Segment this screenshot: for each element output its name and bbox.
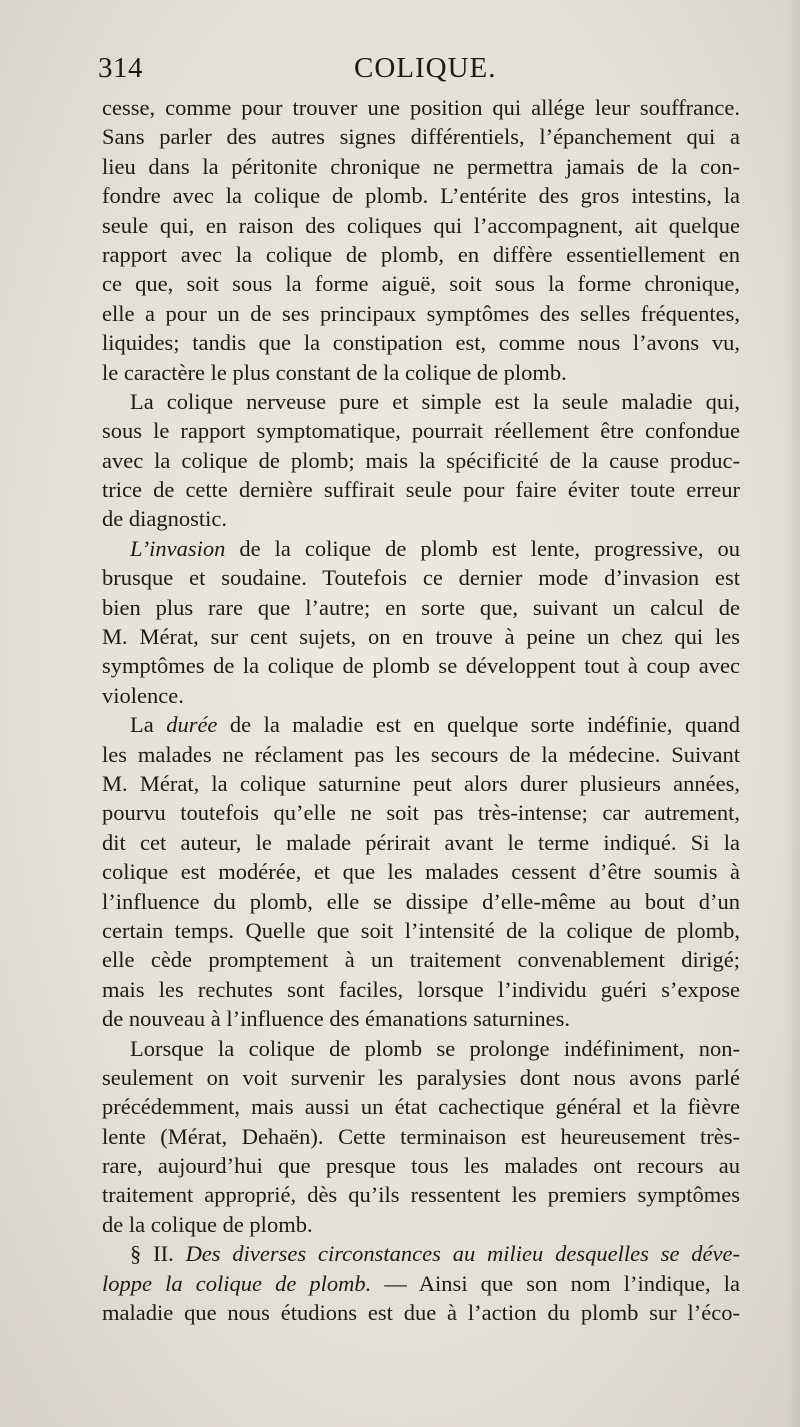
line-text: trice de cette dernière suffirait seule pour faire éviter toute erreur (102, 477, 740, 503)
paragraph (102, 93, 740, 387)
text-line (102, 93, 740, 122)
page-header (98, 52, 738, 96)
text-line (102, 563, 740, 592)
text-line (102, 887, 740, 916)
text-line (102, 181, 740, 210)
text-line (102, 387, 740, 416)
line-text: violence. (102, 682, 184, 708)
line-text: seulement on voit survenir les paralysies dont nous avons parlé (102, 1064, 740, 1090)
line-text: le caractère le plus constant de la colique de plomb. (102, 359, 567, 385)
text-line (102, 328, 740, 357)
text-line (102, 593, 740, 622)
text-line (102, 269, 740, 298)
line-text: maladie que nous étudions est due à l’action du plomb sur l’éco- (102, 1300, 740, 1326)
page-number: 314 (98, 52, 143, 84)
paragraph (102, 1239, 740, 1327)
line-text: pourvu toutefois qu’elle ne soit pas très-intense; car autrement, (102, 800, 740, 826)
text-line (102, 710, 740, 739)
body-text (102, 93, 740, 1327)
text-line (102, 299, 740, 328)
line-text: — Ainsi que son nom l’indique, la (371, 1270, 741, 1296)
line-text: lieu dans la péritonite chronique ne permettra jamais de la con- (102, 153, 740, 179)
line-text: M. Mérat, la colique saturnine peut alors durer plusieurs années, (102, 770, 740, 796)
text-line (102, 122, 740, 151)
line-text: de la colique de plomb. (102, 1211, 313, 1237)
line-text: fondre avec la colique de plomb. L’entérite des gros intestins, la (102, 183, 740, 209)
text-line (102, 152, 740, 181)
line-text: précédemment, mais aussi un état cachectique général et la fièvre (102, 1094, 740, 1120)
paragraph (102, 534, 740, 710)
line-text: sous le rapport symptomatique, pourrait réellement être confondue (102, 418, 740, 444)
text-line (102, 622, 740, 651)
italic-text: durée (166, 712, 218, 738)
line-text: brusque et soudaine. Toutefois ce dernier mode d’invasion est (102, 565, 740, 591)
line-text: de diagnostic. (102, 506, 227, 532)
text-line (102, 240, 740, 269)
line-text: elle a pour un de ses principaux symptômes des selles fréquentes, (102, 300, 740, 326)
text-line (102, 1151, 740, 1180)
line-text: seule qui, en raison des coliques qui l’accompagnent, ait quelque (102, 212, 740, 238)
text-line (102, 1239, 740, 1268)
text-line (102, 416, 740, 445)
text-line (102, 1034, 740, 1063)
text-line (102, 857, 740, 886)
line-text: l’influence du plomb, elle se dissipe d’elle-même au bout d’un (102, 888, 740, 914)
paragraph (102, 387, 740, 534)
line-text: traitement approprié, dès qu’ils ressentent les premiers symptômes (102, 1182, 740, 1208)
text-line (102, 446, 740, 475)
text-line (102, 1210, 740, 1239)
line-text: M. Mérat, sur cent sujets, on en trouve à peine un chez qui les (102, 624, 740, 650)
line-text: de la maladie est en quelque sorte indéfinie, quand (217, 712, 740, 738)
line-text: certain temps. Quelle que soit l’intensité de la colique de plomb, (102, 917, 740, 943)
line-text: ce que, soit sous la forme aiguë, soit sous la forme chronique, (102, 271, 740, 297)
text-line (102, 769, 740, 798)
line-text: rapport avec la colique de plomb, en diffère essentiellement en (102, 241, 740, 267)
text-line (102, 1298, 740, 1327)
text-line (102, 534, 740, 563)
italic-text: Des diverses circonstances au milieu desquelles se déve- (185, 1241, 740, 1267)
line-text: Sans parler des autres signes différentiels, l’épanchement qui a (102, 124, 740, 150)
italic-text: L’invasion (130, 535, 226, 561)
line-text: La colique nerveuse pure et simple est la seule maladie qui, (130, 388, 740, 414)
line-text: symptômes de la colique de plomb se développent tout à coup avec (102, 653, 740, 679)
text-line (102, 1122, 740, 1151)
text-line (102, 1092, 740, 1121)
text-line (102, 798, 740, 827)
text-line (102, 211, 740, 240)
line-text: dit cet auteur, le malade périrait avant le terme indiqué. Si la (102, 829, 740, 855)
line-text-prefix: § II. (130, 1241, 186, 1267)
text-line (102, 681, 740, 710)
line-text: Lorsque la colique de plomb se prolonge indéfiniment, non- (130, 1035, 740, 1061)
text-line (102, 358, 740, 387)
line-text: de la colique de plomb est lente, progressive, ou (225, 535, 740, 561)
italic-text: loppe la colique de plomb. (102, 1270, 372, 1296)
line-text: rare, aujourd’hui que presque tous les malades ont recours au (102, 1153, 740, 1179)
line-text: avec la colique de plomb; mais la spécificité de la cause produc- (102, 447, 740, 473)
line-text: lente (Mérat, Dehaën). Cette terminaison est heureusement très- (102, 1123, 740, 1149)
line-text: mais les rechutes sont faciles, lorsque l’individu guéri s’expose (102, 976, 740, 1002)
text-line (102, 1004, 740, 1033)
line-text: de nouveau à l’influence des émanations saturnines. (102, 1006, 570, 1032)
text-line (102, 1063, 740, 1092)
line-text: elle cède promptement à un traitement convenablement dirigé; (102, 947, 740, 973)
running-title: COLIQUE. (354, 52, 497, 84)
line-text: les malades ne réclament pas les secours de la médecine. Suivant (102, 741, 740, 767)
paragraph (102, 1034, 740, 1240)
text-line (102, 651, 740, 680)
text-line (102, 475, 740, 504)
text-line (102, 504, 740, 533)
text-line (102, 975, 740, 1004)
text-line (102, 740, 740, 769)
line-text: colique est modérée, et que les malades cessent d’être soumis à (102, 859, 740, 885)
line-text: liquides; tandis que la constipation est, comme nous l’avons vu, (102, 330, 740, 356)
line-text-prefix: La (130, 712, 167, 738)
text-line (102, 945, 740, 974)
line-text: cesse, comme pour trouver une position qui allége leur souffrance. (102, 95, 740, 120)
text-line (102, 1180, 740, 1209)
text-line (102, 1269, 740, 1298)
text-line (102, 828, 740, 857)
page-edge-shadow (786, 0, 800, 1427)
line-text: bien plus rare que l’autre; en sorte que, suivant un calcul de (102, 594, 740, 620)
paragraph (102, 710, 740, 1033)
text-line (102, 916, 740, 945)
